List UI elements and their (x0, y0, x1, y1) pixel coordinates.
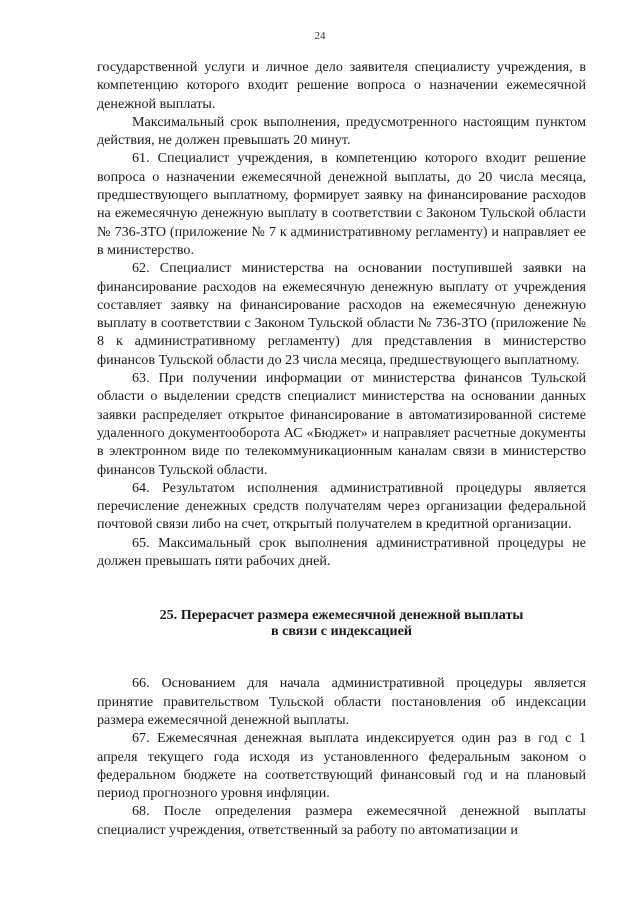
section-heading-line-1: 25. Перерасчет размера ежемесячной денежной выплаты (159, 607, 524, 624)
paragraph-67: 67. Ежемесячная денежная выплата индексируется один раз в год с 1 апреля текущего года исходя из установленного федеральным законом о федеральном бюджете на соответствующий финансовый год и на плановый период прогнозного уровня инфляции. (97, 730, 586, 802)
paragraph-61: 61. Специалист учреждения, в компетенцию которого входит решение вопроса о назначении ежемесячной денежной выплаты, до 20 числа месяца, предшествующего выплатному, формирует заявку на финансирование расходов на ежемесячную денежную выплату в соответствии с Законом Тульской области № 736-ЗТО (приложение № 7 к административному регламенту) и направляет ее в министерство. (97, 150, 586, 258)
page-number: 24 (314, 30, 326, 42)
paragraph-68: 68. После определения размера ежемесячной денежной выплаты специалист учреждения, ответственный за работу по автоматизации и (97, 803, 586, 838)
paragraph-time-limit: Максимальный срок выполнения, предусмотренного настоящим пунктом действия, не должен превышать 20 минут. (97, 113, 586, 149)
paragraph-63: 63. При получении информации от министерства финансов Тульской области о выделении средств специалист министерства на основании данных заявки распределяет открытое финансирование в автоматизированной системе удаленного документооборота АС «Бюджет» и направляет расчетные документы в электронном виде по телекоммуникационным каналам связи в министерство финансов Тульской области. (97, 370, 586, 478)
paragraph-65: 65. Максимальный срок выполнения административной процедуры не должен превышать пяти рабочих дней. (97, 534, 586, 570)
document-body (97, 58, 586, 839)
paragraph-66: 66. Основанием для начала административной процедуры является принятие правительством Тульской области постановления об индексации размера ежемесячной денежной выплаты. (97, 675, 586, 728)
paragraph-continuation: государственной услуги и личное дело заявителя специалисту учреждения, в компетенцию которого входит решение вопроса о назначении ежемесячной денежной выплаты. (97, 59, 586, 112)
paragraph-64: 64. Результатом исполнения административной процедуры является перечисление денежных средств получателям через организации федеральной почтовой связи либо на счет, открытый получателем в кредитной организации. (97, 479, 586, 533)
paragraph-62: 62. Специалист министерства на основании поступившей заявки на финансирование расходов на ежемесячную денежную выплату от учреждения составляет заявку на финансирование расходов на ежемесячную денежную выплату в соответствии с Законом Тульской области № 736-ЗТО (приложение № 8 к административному регламенту) для представления в министерство финансов Тульской области до 23 числа месяца, предшествующего выплатному. (97, 260, 586, 368)
section-heading (97, 607, 586, 639)
section-heading-line-2: в связи с индексацией (270, 623, 412, 640)
